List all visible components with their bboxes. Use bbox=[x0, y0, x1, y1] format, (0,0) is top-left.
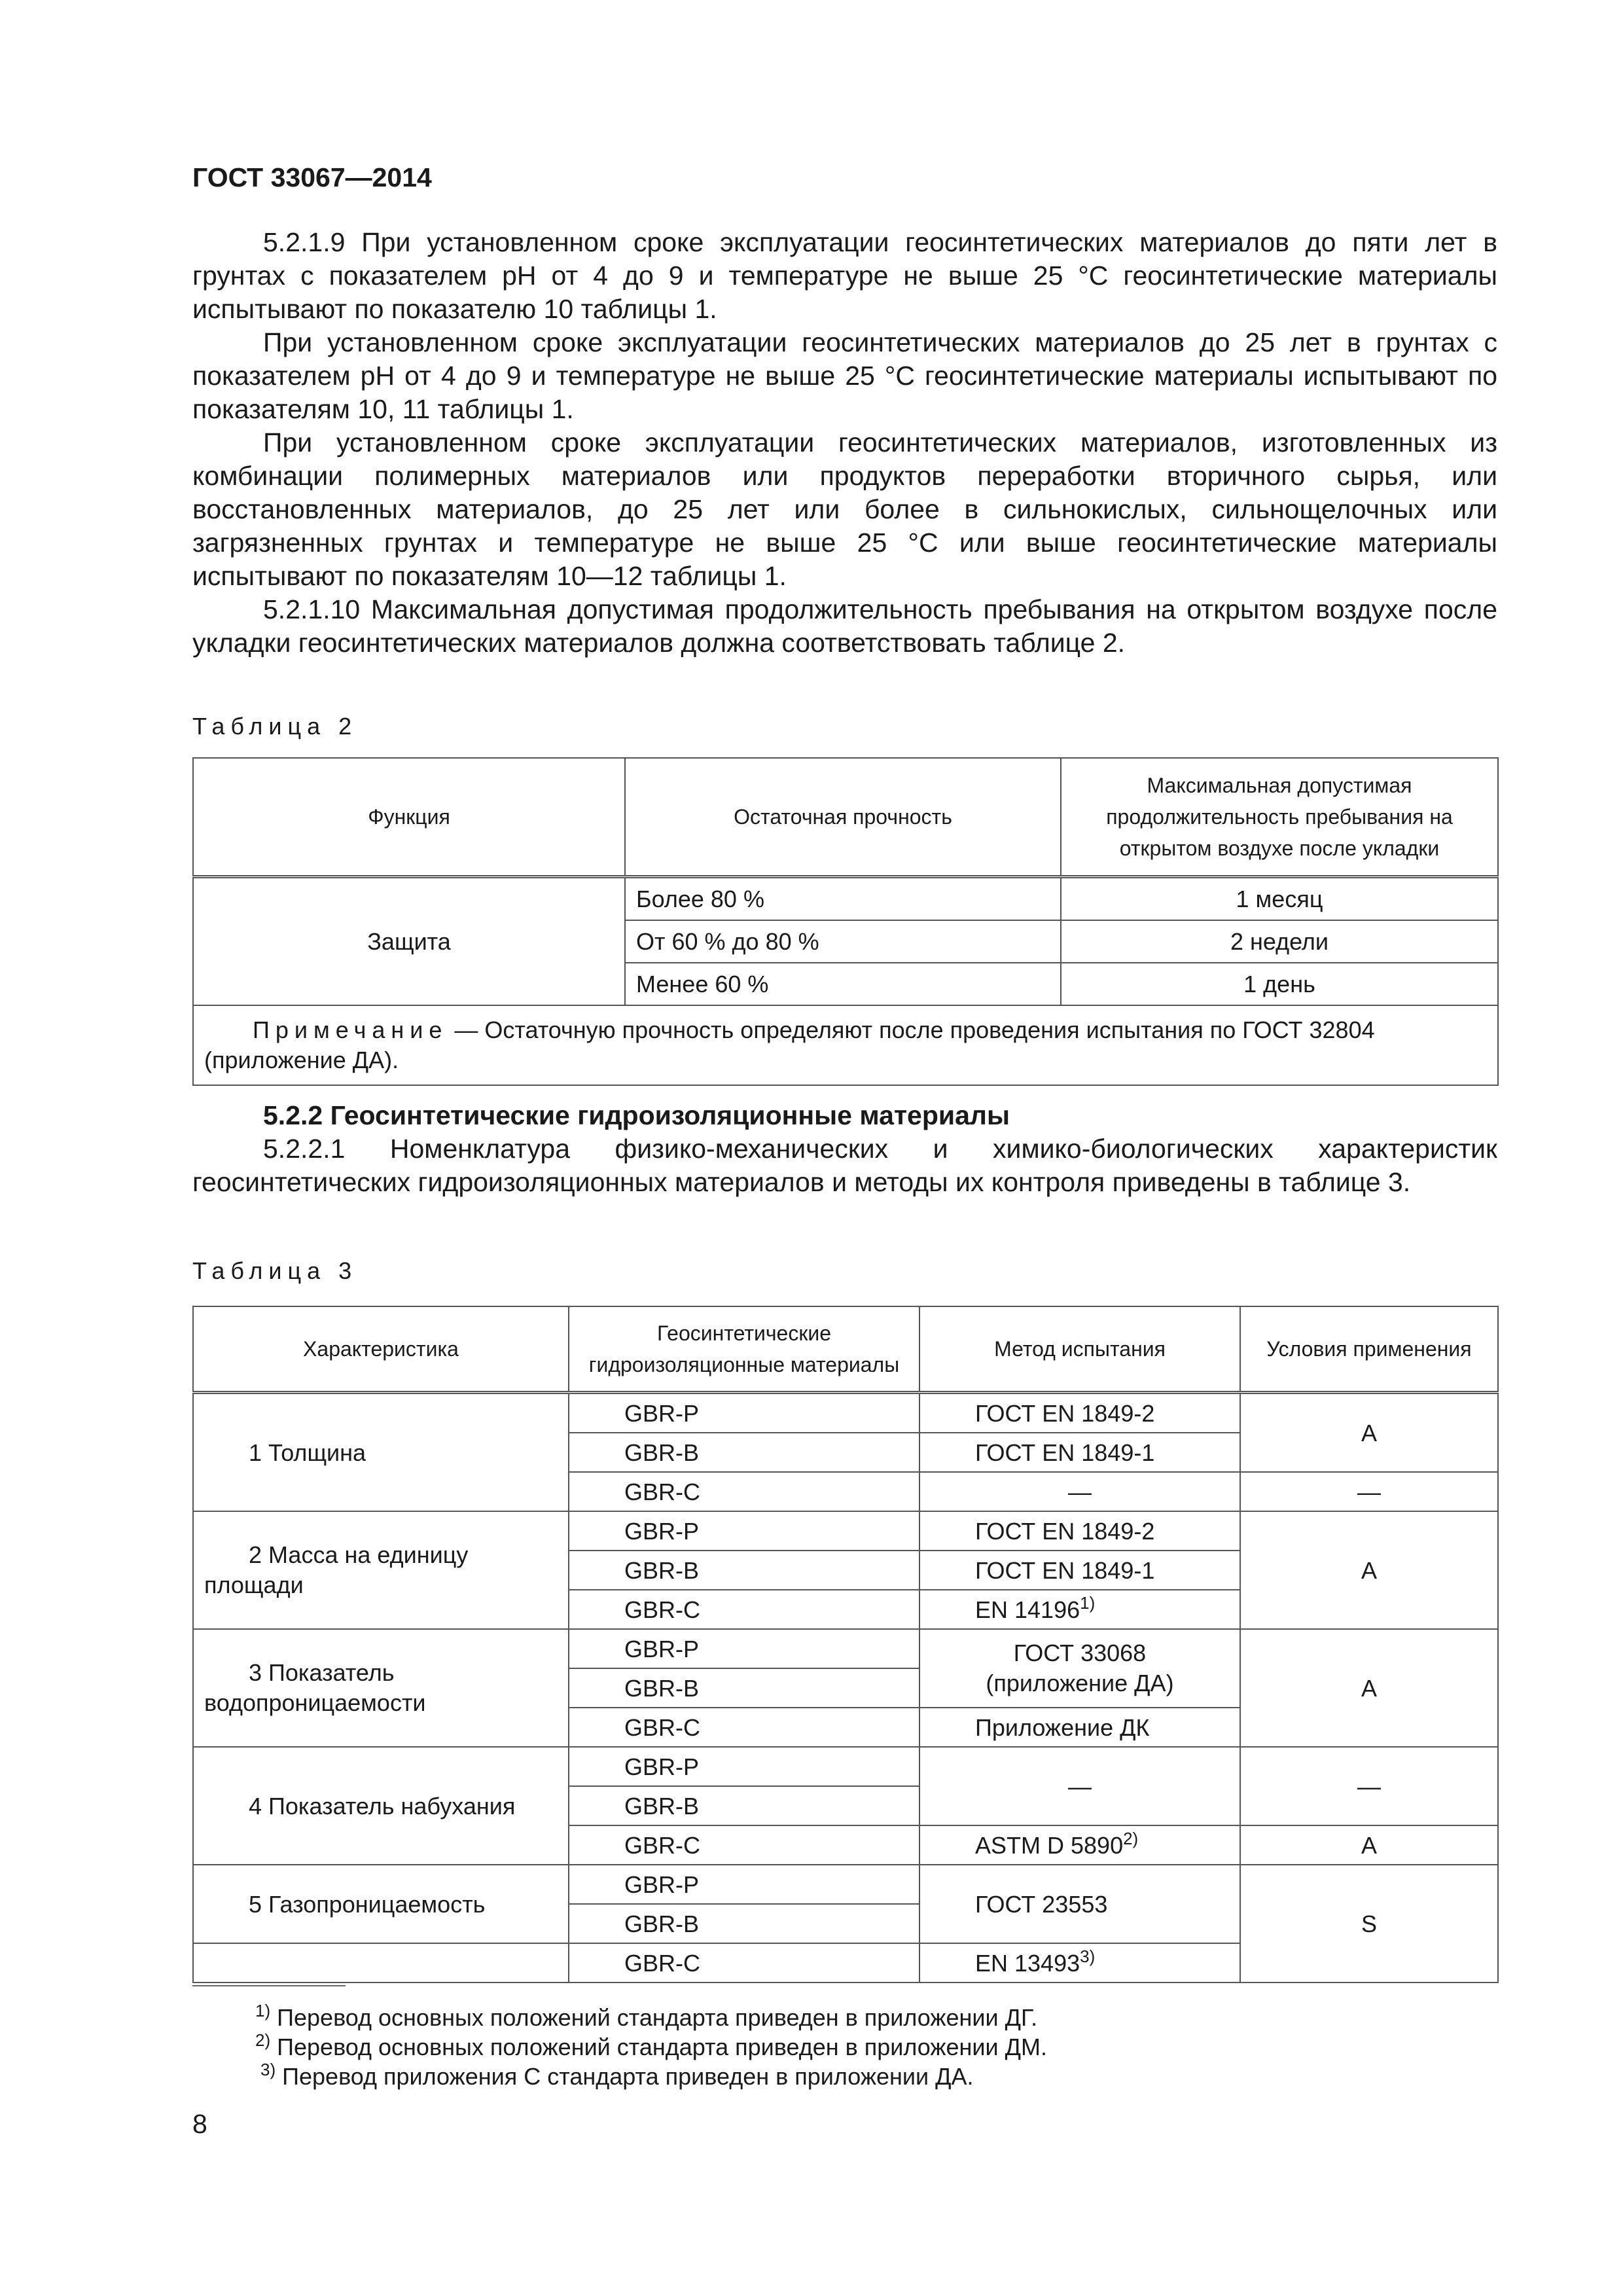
footnote-1 bbox=[255, 2003, 1047, 2032]
table-3-material-cell: GBR-C bbox=[569, 1943, 919, 1982]
table-3-method-cell bbox=[919, 1825, 1240, 1865]
table-3-method-cell bbox=[919, 1943, 1240, 1982]
footnote-2 bbox=[255, 2032, 1047, 2062]
table-3-material-cell: GBR-P bbox=[569, 1511, 919, 1551]
table-row bbox=[193, 1511, 1498, 1551]
table-3-material-cell: GBR-P bbox=[569, 1629, 919, 1668]
table-2-caption: Таблица 2 bbox=[192, 713, 358, 740]
table-3-condition-cell: A bbox=[1240, 1825, 1498, 1865]
table-3-characteristic-cell: 4 Показатель набухания bbox=[193, 1747, 569, 1865]
table-2-strength-cell: Менее 60 % bbox=[625, 963, 1061, 1005]
table-3-header-conditions: Условия применения bbox=[1240, 1306, 1498, 1393]
table-2-function-cell: Защита bbox=[193, 877, 625, 1006]
table-3-method-text: EN 13493 bbox=[975, 1949, 1080, 1977]
table-row bbox=[193, 1865, 1498, 1904]
footnotes bbox=[255, 2003, 1047, 2091]
table-2-header-function: Функция bbox=[193, 758, 625, 877]
table-2-strength-cell: От 60 % до 80 % bbox=[625, 920, 1061, 963]
table-3-condition-cell: — bbox=[1240, 1472, 1498, 1511]
paragraph-25-years: При установленном сроке эксплуатации геосинтетических материалов до 25 лет в грунтах с показателем pH от 4 до 9 и температуре не выше 25 °С геосинтетические материалы испытывают по показателям 10, 11 таблицы 1. bbox=[192, 327, 1497, 424]
footnote-3 bbox=[255, 2062, 1047, 2091]
footnote-mark: 1) bbox=[255, 2001, 271, 2020]
table-3-material-cell: GBR-B bbox=[569, 1668, 919, 1708]
table-3-method-cell: — bbox=[919, 1747, 1240, 1825]
table-3-condition-cell: S bbox=[1240, 1865, 1498, 1982]
table-3-header-materials: Геосинтетические гидроизоляционные материалы bbox=[569, 1306, 919, 1393]
table-2-duration-cell: 1 месяц bbox=[1061, 877, 1498, 921]
table-3-method-cell bbox=[919, 1629, 1240, 1708]
table-3-condition-cell: — bbox=[1240, 1747, 1498, 1825]
footnote-text: Перевод основных положений стандарта приведен в приложении ДМ. bbox=[270, 2034, 1047, 2060]
page-content bbox=[192, 226, 1497, 1983]
table-3-material-cell: GBR-C bbox=[569, 1708, 919, 1747]
table-3-method-cell: ГОСТ EN 1849-2 bbox=[919, 1511, 1240, 1551]
footnote-ref-3: 3) bbox=[1080, 1946, 1096, 1966]
table-3-material-cell: GBR-B bbox=[569, 1551, 919, 1590]
table-3-characteristic-cell-empty bbox=[193, 1943, 569, 1982]
table-3-method-text: EN 14196 bbox=[975, 1596, 1080, 1623]
table-3-method-cell: — bbox=[919, 1472, 1240, 1511]
footnote-ref-1: 1) bbox=[1080, 1592, 1096, 1613]
table-3-header-method: Метод испытания bbox=[919, 1306, 1240, 1393]
table-3-material-cell: GBR-B bbox=[569, 1433, 919, 1472]
table-3-method-line: ГОСТ 33068 bbox=[1013, 1640, 1147, 1666]
table-2-header-row bbox=[193, 758, 1498, 877]
table-3-method-cell bbox=[919, 1590, 1240, 1629]
document-header: ГОСТ 33067—2014 bbox=[192, 162, 432, 192]
table-row bbox=[193, 1393, 1498, 1433]
paragraph-combination: При установленном сроке эксплуатации геосинтетических материалов, изготовленных из комбинации полимерных материалов или продуктов переработки вторичного сырья, или восстановленных материалов, до 25 лет или более в сильнокислых, сильнощелочных или загрязненных грунтах и температуре не выше 25 °С или выше геосинтетические материалы испытывают по показателям 10—12 таблицы 1. bbox=[192, 427, 1497, 591]
table-row bbox=[193, 1629, 1498, 1668]
table-3-material-cell: GBR-C bbox=[569, 1472, 919, 1511]
table-3-caption: Таблица 3 bbox=[192, 1257, 358, 1284]
table-3-material-cell: GBR-P bbox=[569, 1747, 919, 1786]
footnote-mark: 3) bbox=[260, 2060, 276, 2079]
table-2-note-label: Примечание bbox=[253, 1016, 448, 1043]
table-3-condition-cell: A bbox=[1240, 1511, 1498, 1629]
table-row bbox=[193, 1747, 1498, 1786]
table-3 bbox=[192, 1306, 1499, 1983]
table-2-note bbox=[193, 1005, 1498, 1085]
page-number: 8 bbox=[192, 2109, 207, 2139]
table-3-characteristic-cell bbox=[193, 1511, 569, 1629]
footnote-ref-2: 2) bbox=[1123, 1828, 1139, 1848]
table-2-strength-cell: Более 80 % bbox=[625, 877, 1061, 921]
table-3-characteristic-text: 2 Масса на единицу площади bbox=[204, 1541, 469, 1598]
table-2-duration-cell: 1 день bbox=[1061, 963, 1498, 1005]
table-3-material-cell: GBR-C bbox=[569, 1590, 919, 1629]
table-3-method-line: (приложение ДА) bbox=[986, 1670, 1174, 1696]
section-5-2-2-title: 5.2.2 Геосинтетические гидроизоляционные материалы bbox=[263, 1100, 1010, 1130]
paragraph-5-2-2-1: 5.2.2.1 Номенклатура физико-механических и химико-биологических характеристик геосинтетических гидроизоляционных материалов и методы их контроля приведены в таблице 3. bbox=[192, 1134, 1497, 1197]
table-3-method-cell: ГОСТ EN 1849-2 bbox=[919, 1393, 1240, 1433]
table-3-material-cell: GBR-P bbox=[569, 1865, 919, 1904]
table-3-characteristic-cell bbox=[193, 1629, 569, 1747]
table-3-characteristic-text: 3 Показатель водопроницаемости bbox=[204, 1659, 426, 1716]
table-3-material-cell: GBR-B bbox=[569, 1786, 919, 1825]
table-3-method-cell: ГОСТ 23553 bbox=[919, 1865, 1240, 1943]
table-2-note-row bbox=[193, 1005, 1498, 1085]
table-3-material-cell: GBR-P bbox=[569, 1393, 919, 1433]
table-2-duration-cell: 2 недели bbox=[1061, 920, 1498, 963]
table-3-method-cell: ГОСТ EN 1849-1 bbox=[919, 1551, 1240, 1590]
paragraph-5-2-1-10: 5.2.1.10 Максимальная допустимая продолжительность пребывания на открытом воздухе после укладки геосинтетических материалов должна соответствовать таблице 2. bbox=[192, 594, 1497, 658]
table-3-method-text: ASTM D 5890 bbox=[975, 1831, 1124, 1859]
table-3-method-cell: ГОСТ EN 1849-1 bbox=[919, 1433, 1240, 1472]
table-3-material-cell: GBR-B bbox=[569, 1904, 919, 1943]
table-3-condition-cell: A bbox=[1240, 1393, 1498, 1473]
table-3-header-row bbox=[193, 1306, 1498, 1393]
table-2-note-text: — Остаточную прочность определяют после проведения испытания по ГОСТ 32804 (приложение ДА). bbox=[204, 1016, 1375, 1073]
table-row bbox=[193, 877, 1498, 921]
footnote-text: Перевод основных положений стандарта приведен в приложении ДГ. bbox=[270, 2004, 1038, 2031]
table-3-header-characteristic: Характеристика bbox=[193, 1306, 569, 1393]
footnote-mark: 2) bbox=[255, 2030, 271, 2050]
paragraph-5-2-1-9: 5.2.1.9 При установленном сроке эксплуатации геосинтетических материалов до пяти лет в грунтах с показателем pH от 4 до 9 и температуре не выше 25 °С геосинтетические материалы испытывают по показателю 10 таблицы 1. bbox=[192, 227, 1497, 324]
table-3-condition-cell: A bbox=[1240, 1629, 1498, 1747]
footnote-divider bbox=[192, 1985, 346, 1986]
table-3-material-cell: GBR-C bbox=[569, 1825, 919, 1865]
table-3-characteristic-cell: 1 Толщина bbox=[193, 1393, 569, 1512]
table-2-header-duration: Максимальная допустимая продолжительность пребывания на открытом воздухе после укладки bbox=[1061, 758, 1498, 877]
table-3-characteristic-cell: 5 Газопроницаемость bbox=[193, 1865, 569, 1943]
table-2-header-strength: Остаточная прочность bbox=[625, 758, 1061, 877]
footnote-text: Перевод приложения С стандарта приведен в приложении ДА. bbox=[276, 2063, 974, 2090]
table-3-method-cell: Приложение ДК bbox=[919, 1708, 1240, 1747]
table-2 bbox=[192, 757, 1499, 1086]
